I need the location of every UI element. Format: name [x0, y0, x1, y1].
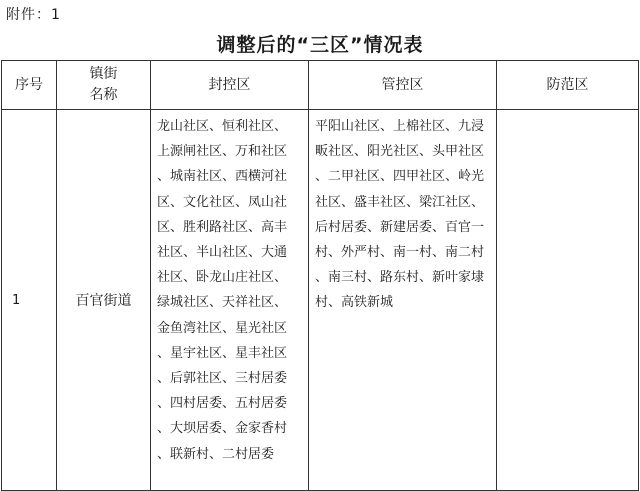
sealed-line: 上源闸社区、万和社区 — [157, 144, 288, 160]
attachment-label: 附件：1 — [6, 7, 61, 23]
sealed-line: 、四村居委、五村居委 — [157, 396, 288, 412]
controlled-line: 后村居委、新建居委、百官一 — [315, 219, 485, 235]
controlled-line: 平阳山社区、上棉社区、九浸 — [315, 119, 485, 134]
header-town-line2: 名称 — [89, 87, 118, 103]
table-header-row — [2, 61, 639, 110]
sealed-line: 龙山社区、恒利社区、 — [157, 119, 288, 134]
controlled-line: 村、高铁新城 — [315, 295, 394, 311]
sealed-line: 、城南社区、西横河社 — [157, 169, 288, 185]
sealed-line: 、联新村、二村居委 — [157, 446, 275, 462]
cell-seq: 1 — [2, 110, 57, 491]
cell-controlled — [309, 110, 497, 491]
sealed-line: 、星宇社区、星丰社区 — [157, 345, 288, 361]
controlled-line: 、二甲社区、四甲社区、岭光 — [315, 169, 485, 185]
controlled-line: 畈社区、阳光社区、头甲社区 — [315, 144, 485, 160]
sealed-line: 、大坝居委、金家香村 — [157, 421, 288, 437]
cell-sealed — [151, 110, 309, 491]
sealed-line: 金鱼湾社区、星光社区 — [157, 320, 288, 336]
sealed-line: 社区、半山社区、大通 — [157, 245, 288, 261]
sealed-line: 绿城社区、天祥社区、 — [157, 295, 288, 311]
sealed-line: 区、文化社区、凤山社 — [157, 194, 288, 210]
table-row — [2, 110, 639, 491]
sealed-line: 、后郭社区、三村居委 — [157, 371, 288, 387]
controlled-line: 村、外严村、南一村、南二村 — [315, 245, 485, 261]
sealed-line: 区、胜利路社区、高丰 — [157, 219, 288, 235]
cell-town: 百官街道 — [57, 110, 151, 491]
controlled-line: 、南三村、路东村、新叶家埭 — [315, 270, 485, 286]
header-town-line1: 镇街 — [89, 66, 118, 82]
header-sealed: 封控区 — [151, 61, 309, 110]
zones-table — [1, 60, 639, 491]
header-controlled: 管控区 — [309, 61, 497, 110]
cell-prevention — [497, 110, 639, 491]
header-seq: 序号 — [2, 61, 57, 110]
header-town — [57, 61, 151, 110]
page-title: 调整后的“三区”情况表 — [216, 34, 424, 56]
controlled-line: 社区、盛丰社区、梁江社区、 — [315, 194, 485, 210]
sealed-line: 社区、卧龙山庄社区、 — [157, 270, 288, 286]
header-prevention: 防范区 — [497, 61, 639, 110]
